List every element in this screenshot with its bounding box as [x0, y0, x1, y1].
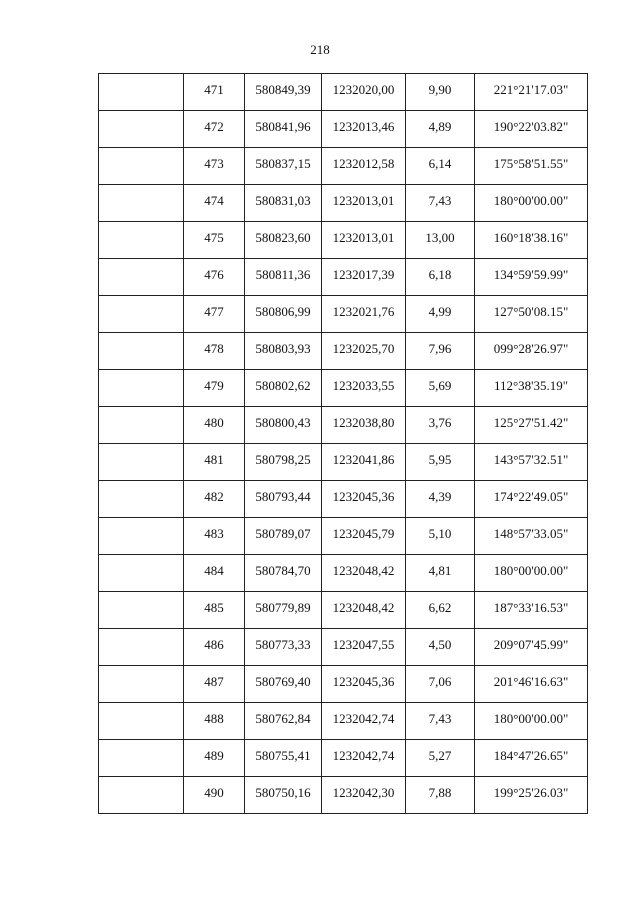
point-number-value: 477 [204, 304, 224, 319]
x-coordinate-value: 580837,15 [255, 156, 311, 171]
angle-value: 180°00'00.00" [493, 193, 569, 208]
table-row [99, 259, 588, 296]
y-coordinate-value: 1232013,01 [332, 230, 395, 245]
x-coordinate-value: 580793,44 [255, 489, 311, 504]
point-number-cell [184, 222, 245, 259]
point-number-value: 476 [204, 267, 224, 282]
distance-value: 6,14 [428, 156, 452, 171]
y-coordinate-value: 1232021,76 [332, 304, 395, 319]
x-coordinate-value: 580750,16 [255, 785, 311, 800]
point-number-value: 487 [204, 674, 224, 689]
angle-value: 180°00'00.00" [493, 711, 569, 726]
angle-cell [475, 111, 588, 148]
table-row [99, 148, 588, 185]
x-coordinate-cell [245, 259, 322, 296]
point-number-value: 483 [204, 526, 224, 541]
x-coordinate-value: 580762,84 [255, 711, 311, 726]
point-number-cell [184, 666, 245, 703]
distance-value: 7,88 [428, 785, 452, 800]
x-coordinate-value: 580784,70 [255, 563, 311, 578]
x-coordinate-cell [245, 370, 322, 407]
angle-value: 175°58'51.55" [493, 156, 569, 171]
y-coordinate-cell [322, 407, 406, 444]
angle-cell [475, 629, 588, 666]
row-blank-cell [99, 518, 184, 555]
point-number-cell [184, 481, 245, 518]
y-coordinate-cell [322, 555, 406, 592]
x-coordinate-value: 580811,36 [255, 267, 311, 282]
distance-cell [406, 740, 475, 777]
angle-cell [475, 592, 588, 629]
x-coordinate-value: 580779,89 [255, 600, 311, 615]
row-blank-cell [99, 629, 184, 666]
point-number-cell [184, 703, 245, 740]
y-coordinate-value: 1232038,80 [332, 415, 395, 430]
row-blank-cell [99, 592, 184, 629]
table-row [99, 333, 588, 370]
point-number-cell [184, 740, 245, 777]
table-row [99, 592, 588, 629]
y-coordinate-value: 1232045,36 [332, 674, 395, 689]
angle-cell [475, 407, 588, 444]
table-row [99, 666, 588, 703]
coordinates-table [98, 73, 588, 814]
distance-cell [406, 74, 475, 111]
distance-cell [406, 592, 475, 629]
distance-value: 9,90 [428, 82, 452, 97]
y-coordinate-value: 1232042,74 [332, 748, 395, 763]
x-coordinate-cell [245, 148, 322, 185]
distance-cell [406, 777, 475, 814]
angle-cell [475, 185, 588, 222]
angle-value: 199°25'26.03" [493, 785, 569, 800]
table-row [99, 222, 588, 259]
x-coordinate-value: 580806,99 [255, 304, 311, 319]
row-blank-cell [99, 111, 184, 148]
y-coordinate-cell [322, 777, 406, 814]
point-number-cell [184, 333, 245, 370]
x-coordinate-value: 580800,43 [255, 415, 311, 430]
table-row [99, 481, 588, 518]
table-row [99, 407, 588, 444]
distance-value: 5,95 [428, 452, 452, 467]
point-number-value: 489 [204, 748, 224, 763]
angle-cell [475, 296, 588, 333]
distance-value: 6,18 [428, 267, 452, 282]
table-row [99, 555, 588, 592]
x-coordinate-cell [245, 740, 322, 777]
point-number-value: 480 [204, 415, 224, 430]
row-blank-cell [99, 370, 184, 407]
y-coordinate-value: 1232047,55 [332, 637, 395, 652]
point-number-cell [184, 111, 245, 148]
y-coordinate-value: 1232025,70 [332, 341, 395, 356]
distance-value: 5,69 [428, 378, 452, 393]
x-coordinate-cell [245, 555, 322, 592]
y-coordinate-value: 1232042,30 [332, 785, 395, 800]
point-number-cell [184, 407, 245, 444]
y-coordinate-value: 1232020,00 [332, 82, 395, 97]
point-number-value: 479 [204, 378, 224, 393]
angle-value: 143°57'32.51" [493, 452, 569, 467]
table-row [99, 370, 588, 407]
point-number-value: 472 [204, 119, 224, 134]
row-blank-cell [99, 703, 184, 740]
y-coordinate-cell [322, 703, 406, 740]
angle-cell [475, 148, 588, 185]
angle-value: 125°27'51.42" [493, 415, 569, 430]
distance-cell [406, 370, 475, 407]
distance-cell [406, 111, 475, 148]
point-number-cell [184, 74, 245, 111]
table-row [99, 703, 588, 740]
distance-cell [406, 481, 475, 518]
distance-value: 4,81 [428, 563, 452, 578]
y-coordinate-value: 1232041,86 [332, 452, 395, 467]
x-coordinate-value: 580798,25 [255, 452, 311, 467]
distance-value: 6,62 [428, 600, 452, 615]
angle-value: 201°46'16.63" [493, 674, 569, 689]
x-coordinate-value: 580803,93 [255, 341, 311, 356]
table-row [99, 629, 588, 666]
x-coordinate-value: 580755,41 [255, 748, 311, 763]
distance-value: 7,43 [428, 193, 452, 208]
y-coordinate-cell [322, 74, 406, 111]
distance-cell [406, 333, 475, 370]
distance-value: 4,89 [428, 119, 452, 134]
row-blank-cell [99, 407, 184, 444]
x-coordinate-value: 580802,62 [255, 378, 311, 393]
distance-cell [406, 148, 475, 185]
angle-value: 127°50'08.15" [493, 304, 569, 319]
point-number-cell [184, 185, 245, 222]
distance-cell [406, 518, 475, 555]
distance-cell [406, 222, 475, 259]
distance-value: 3,76 [428, 415, 452, 430]
point-number-value: 490 [204, 785, 224, 800]
distance-cell [406, 666, 475, 703]
distance-cell [406, 407, 475, 444]
point-number-cell [184, 259, 245, 296]
row-blank-cell [99, 333, 184, 370]
x-coordinate-cell [245, 481, 322, 518]
x-coordinate-cell [245, 666, 322, 703]
point-number-cell [184, 370, 245, 407]
distance-value: 5,10 [428, 526, 452, 541]
distance-cell [406, 259, 475, 296]
x-coordinate-cell [245, 185, 322, 222]
table-row [99, 740, 588, 777]
x-coordinate-value: 580841,96 [255, 119, 311, 134]
y-coordinate-cell [322, 259, 406, 296]
distance-value: 5,27 [428, 748, 452, 763]
distance-cell [406, 629, 475, 666]
point-number-value: 478 [204, 341, 224, 356]
y-coordinate-cell [322, 481, 406, 518]
page-number: 218 [310, 42, 330, 57]
point-number-value: 484 [204, 563, 224, 578]
y-coordinate-value: 1232045,79 [332, 526, 395, 541]
angle-value: 209°07'45.99" [493, 637, 569, 652]
y-coordinate-value: 1232048,42 [332, 600, 395, 615]
point-number-value: 471 [204, 82, 224, 97]
y-coordinate-value: 1232012,58 [332, 156, 395, 171]
point-number-cell [184, 518, 245, 555]
distance-cell [406, 703, 475, 740]
angle-cell [475, 481, 588, 518]
x-coordinate-value: 580769,40 [255, 674, 311, 689]
angle-cell [475, 259, 588, 296]
row-blank-cell [99, 296, 184, 333]
angle-value: 160°18'38.16" [493, 230, 569, 245]
point-number-value: 475 [204, 230, 224, 245]
y-coordinate-value: 1232045,36 [332, 489, 395, 504]
row-blank-cell [99, 148, 184, 185]
row-blank-cell [99, 481, 184, 518]
distance-value: 13,00 [425, 230, 455, 245]
table-row [99, 296, 588, 333]
y-coordinate-value: 1232033,55 [332, 378, 395, 393]
angle-cell [475, 666, 588, 703]
y-coordinate-value: 1232013,01 [332, 193, 395, 208]
angle-cell [475, 222, 588, 259]
y-coordinate-cell [322, 666, 406, 703]
x-coordinate-value: 580849,39 [255, 82, 311, 97]
table-row [99, 777, 588, 814]
angle-value: 180°00'00.00" [493, 563, 569, 578]
x-coordinate-cell [245, 629, 322, 666]
x-coordinate-cell [245, 592, 322, 629]
row-blank-cell [99, 74, 184, 111]
point-number-value: 474 [204, 193, 224, 208]
x-coordinate-cell [245, 777, 322, 814]
row-blank-cell [99, 777, 184, 814]
point-number-value: 485 [204, 600, 224, 615]
row-blank-cell [99, 185, 184, 222]
row-blank-cell [99, 740, 184, 777]
y-coordinate-cell [322, 629, 406, 666]
x-coordinate-value: 580773,33 [255, 637, 311, 652]
point-number-value: 486 [204, 637, 224, 652]
point-number-cell [184, 296, 245, 333]
angle-value: 112°38'35.19" [493, 378, 569, 393]
angle-value: 221°21'17.03" [493, 82, 569, 97]
row-blank-cell [99, 666, 184, 703]
coordinates-table-body [99, 74, 588, 814]
point-number-cell [184, 148, 245, 185]
y-coordinate-cell [322, 222, 406, 259]
angle-value: 190°22'03.82" [493, 119, 569, 134]
angle-cell [475, 370, 588, 407]
angle-value: 134°59'59.99" [493, 267, 569, 282]
x-coordinate-cell [245, 222, 322, 259]
table-row [99, 518, 588, 555]
point-number-value: 473 [204, 156, 224, 171]
point-number-cell [184, 555, 245, 592]
point-number-value: 481 [204, 452, 224, 467]
angle-value: 174°22'49.05" [493, 489, 569, 504]
y-coordinate-cell [322, 111, 406, 148]
angle-cell [475, 333, 588, 370]
angle-cell [475, 444, 588, 481]
angle-cell [475, 74, 588, 111]
y-coordinate-value: 1232013,46 [332, 119, 395, 134]
y-coordinate-cell [322, 333, 406, 370]
angle-cell [475, 703, 588, 740]
point-number-value: 482 [204, 489, 224, 504]
distance-cell [406, 444, 475, 481]
row-blank-cell [99, 555, 184, 592]
row-blank-cell [99, 444, 184, 481]
point-number-cell [184, 444, 245, 481]
distance-value: 7,06 [428, 674, 452, 689]
angle-cell [475, 555, 588, 592]
distance-cell [406, 555, 475, 592]
angle-cell [475, 518, 588, 555]
point-number-value: 488 [204, 711, 224, 726]
x-coordinate-cell [245, 333, 322, 370]
angle-cell [475, 740, 588, 777]
table-row [99, 185, 588, 222]
table-row [99, 74, 588, 111]
angle-value: 099°28'26.97" [493, 341, 569, 356]
point-number-cell [184, 629, 245, 666]
x-coordinate-cell [245, 296, 322, 333]
x-coordinate-cell [245, 407, 322, 444]
x-coordinate-cell [245, 74, 322, 111]
y-coordinate-cell [322, 148, 406, 185]
x-coordinate-cell [245, 111, 322, 148]
y-coordinate-cell [322, 296, 406, 333]
y-coordinate-value: 1232017,39 [332, 267, 395, 282]
x-coordinate-value: 580823,60 [255, 230, 311, 245]
y-coordinate-cell [322, 370, 406, 407]
table-row [99, 444, 588, 481]
table-row [99, 111, 588, 148]
x-coordinate-cell [245, 518, 322, 555]
y-coordinate-value: 1232042,74 [332, 711, 395, 726]
row-blank-cell [99, 259, 184, 296]
x-coordinate-value: 580789,07 [255, 526, 311, 541]
point-number-cell [184, 777, 245, 814]
y-coordinate-cell [322, 185, 406, 222]
x-coordinate-value: 580831,03 [255, 193, 311, 208]
distance-cell [406, 296, 475, 333]
point-number-cell [184, 592, 245, 629]
x-coordinate-cell [245, 444, 322, 481]
distance-value: 7,96 [428, 341, 452, 356]
angle-cell [475, 777, 588, 814]
y-coordinate-cell [322, 444, 406, 481]
y-coordinate-cell [322, 592, 406, 629]
x-coordinate-cell [245, 703, 322, 740]
y-coordinate-value: 1232048,42 [332, 563, 395, 578]
y-coordinate-cell [322, 518, 406, 555]
distance-value: 4,39 [428, 489, 452, 504]
angle-value: 187°33'16.53" [493, 600, 569, 615]
distance-value: 7,43 [428, 711, 452, 726]
y-coordinate-cell [322, 740, 406, 777]
angle-value: 184°47'26.65" [493, 748, 569, 763]
angle-value: 148°57'33.05" [493, 526, 569, 541]
distance-value: 4,99 [428, 304, 452, 319]
row-blank-cell [99, 222, 184, 259]
distance-cell [406, 185, 475, 222]
distance-value: 4,50 [428, 637, 452, 652]
